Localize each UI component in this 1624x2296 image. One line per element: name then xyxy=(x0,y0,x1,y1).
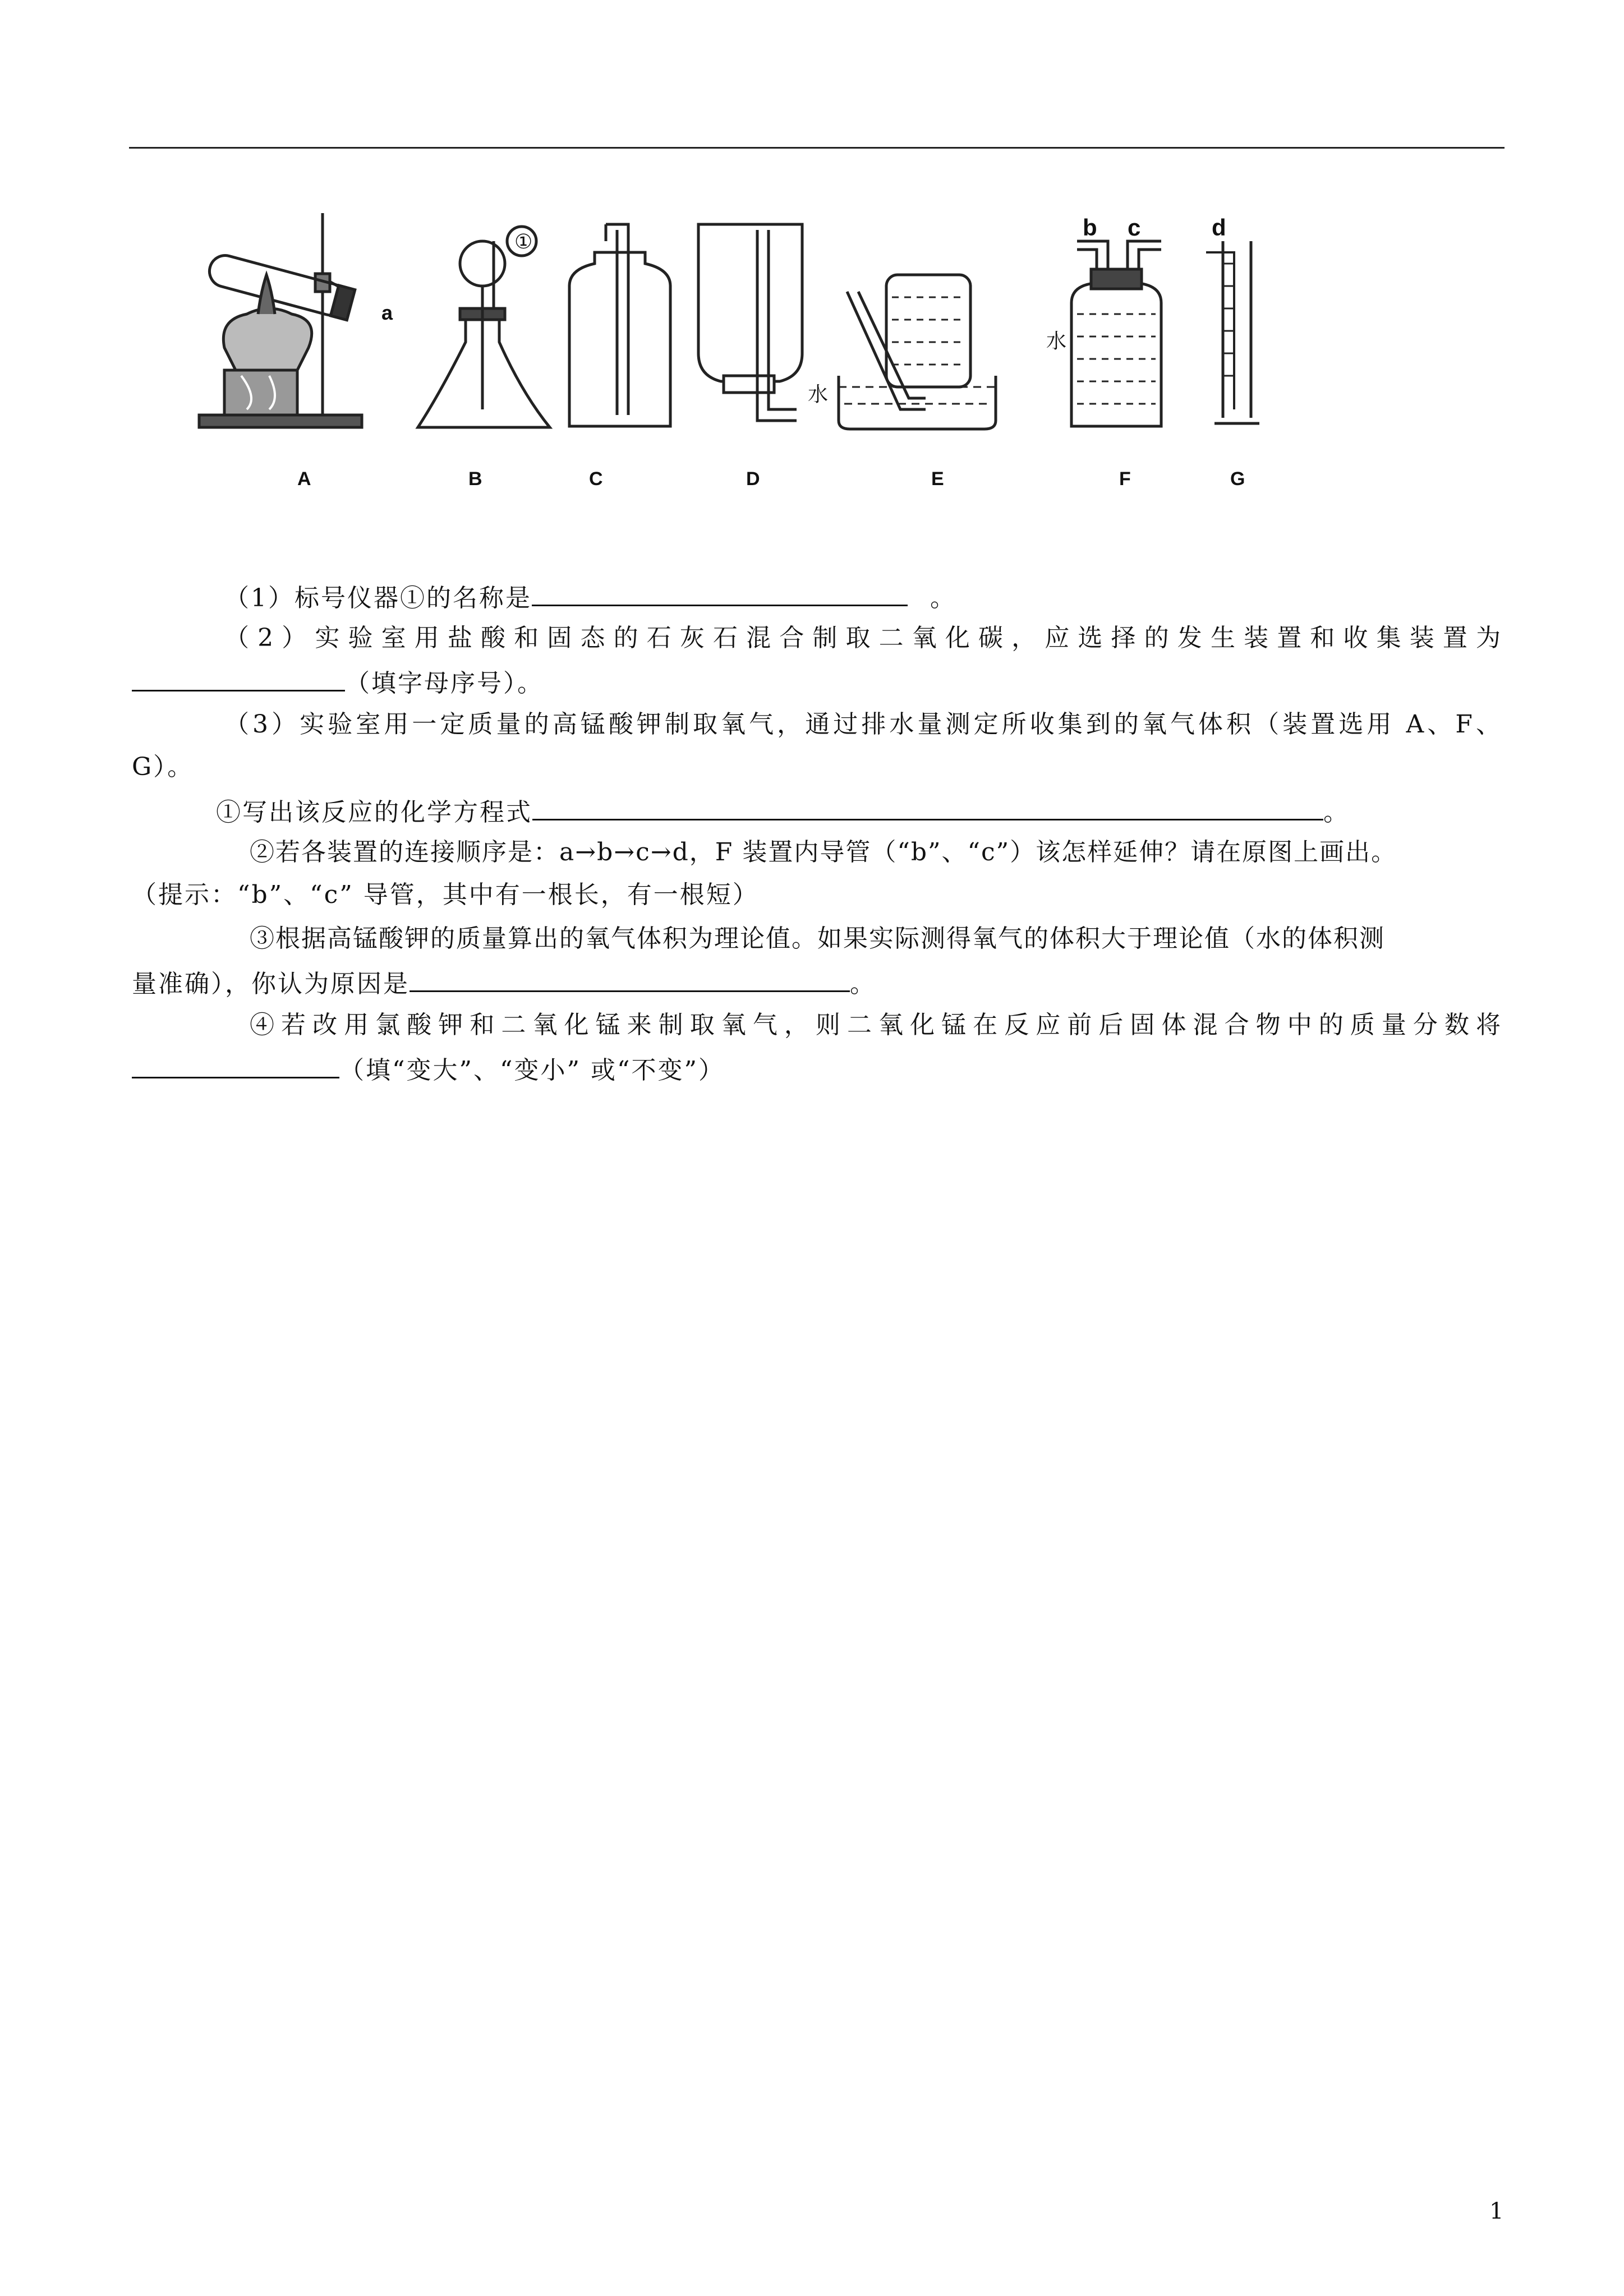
label-D: D xyxy=(746,468,760,490)
question-3-line-2: G）。 xyxy=(132,753,194,781)
header-rule xyxy=(129,147,1505,149)
lab-apparatus-figure xyxy=(185,208,1285,499)
apparatus-b xyxy=(418,227,550,490)
sub-question-1-text: ①写出该反应的化学方程式 xyxy=(216,798,532,827)
label-water-e: 水 xyxy=(808,382,829,405)
sub-question-4-line-1: ④若改用氯酸钾和二氧化锰来制取氧气，则二氧化锰在反应前后固体混合物中的质量分数将 xyxy=(250,1011,1503,1039)
question-2-line-2 xyxy=(132,663,544,702)
label-d: d xyxy=(1212,214,1226,241)
apparatus-a xyxy=(199,213,393,490)
label-c: c xyxy=(1128,214,1141,241)
apparatus-f xyxy=(1046,214,1161,490)
sub-question-3-line-2 xyxy=(132,963,876,1002)
question-3-line-1: （3）实验室用一定质量的高锰酸钾制取氧气，通过排水量测定所收集到的氧气体积（装置选用 A、F、 xyxy=(224,710,1503,739)
label-B: B xyxy=(468,468,482,490)
question-1-text: （1）标号仪器①的名称是 xyxy=(224,584,532,612)
label-E: E xyxy=(931,468,944,490)
answer-blank-2[interactable] xyxy=(132,663,345,691)
question-2-line-1: （2）实验室用盐酸和固态的石灰石混合制取二氧化碳，应选择的发生装置和收集装置为 xyxy=(224,624,1503,652)
sub-question-4-line-2 xyxy=(132,1050,725,1089)
question-1 xyxy=(224,578,956,616)
question-1-tail: 。 xyxy=(930,584,956,612)
answer-blank-mass-fraction[interactable] xyxy=(132,1050,339,1078)
sub-question-3-prefix: 量准确），你认为原因是 xyxy=(132,970,410,998)
label-G: G xyxy=(1230,468,1245,490)
apparatus-g xyxy=(1206,214,1259,490)
apparatus-c xyxy=(569,224,670,490)
sub-question-2-line-2: （提示：“b”、“c” 导管，其中有一根长，有一根短） xyxy=(132,880,759,909)
question-2-tail: （填字母序号）。 xyxy=(345,669,544,698)
page-number: 1 xyxy=(1489,2198,1504,2224)
answer-blank-reason[interactable] xyxy=(410,963,850,992)
apparatus-e xyxy=(808,275,996,490)
sub-question-1-tail: 。 xyxy=(1323,798,1350,827)
sub-question-2-line-1: ②若各装置的连接顺序是：a→b→c→d，F 装置内导管（“b”、“c”）该怎样延伸？请在原图上画出。 xyxy=(250,838,1397,866)
label-a: a xyxy=(381,301,393,324)
sub-question-3-line-1: ③根据高锰酸钾的质量算出的氧气体积为理论值。如果实际测得氧气的体积大于理论值（水的体积测 xyxy=(250,924,1385,953)
label-A: A xyxy=(297,468,311,490)
answer-blank-1[interactable] xyxy=(532,578,908,606)
label-F: F xyxy=(1119,468,1131,490)
label-C: C xyxy=(589,468,603,490)
label-water-f: 水 xyxy=(1046,329,1067,352)
apparatus-d xyxy=(698,224,802,490)
sub-question-4-tail: （填“变大”、“变小” 或“不变”） xyxy=(339,1056,725,1085)
answer-blank-equation[interactable] xyxy=(532,792,1323,820)
label-b: b xyxy=(1083,214,1097,241)
label-marker-1: ① xyxy=(514,230,533,253)
sub-question-3-tail: 。 xyxy=(850,970,876,998)
sub-question-1 xyxy=(216,792,1350,831)
